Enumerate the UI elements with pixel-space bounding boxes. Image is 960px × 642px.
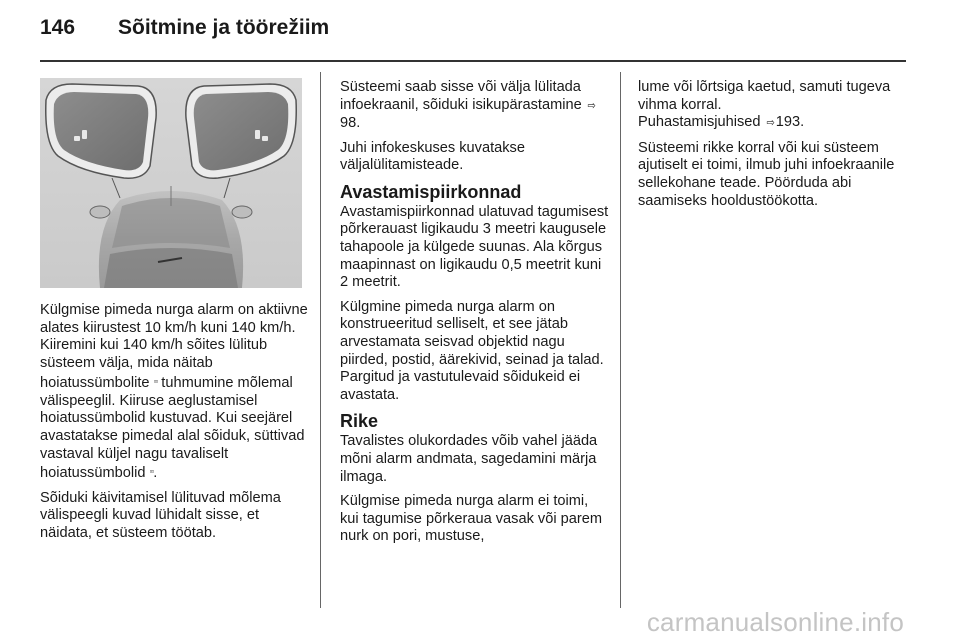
blind-spot-warning-icon: ▫▫ bbox=[153, 376, 158, 386]
column-divider bbox=[320, 72, 321, 608]
column-2 bbox=[340, 79, 610, 552]
paragraph: Külgmine pimeda nurga alarm on konstrueeritud selliselt, et see jätab arvestamata seisvad objektid nagu piirded, postid, äärekivid, seinad ja talad. Pargitud ja vastutulevaid sõidukeid ei avastata. bbox=[340, 298, 604, 404]
header-rule bbox=[40, 60, 906, 62]
side-mirrors-illustration bbox=[40, 78, 302, 288]
column-divider bbox=[620, 72, 621, 608]
paragraph: Sõiduki käivitamisel lülituvad mõlema välispeegli kuvad lühidalt sisse, et näidata, et süsteem töötab. bbox=[40, 489, 281, 541]
blind-spot-warning-icon: ▫▫ bbox=[149, 467, 154, 477]
column-3 bbox=[638, 79, 906, 217]
paragraph: Külgmise pimeda nurga alarm on aktiivne alates kiirustest 10 km/h kuni 140 km/h. Kiiremini kui 140 km/h sõites lülitub süsteem välja, mida näitab hoiatussümbolite ▫▫ tuhmumine mõlemal välispeeglil. Kiiruse aeglustamisel hoiatussümbolid kustuvad. Kui seejärel avastatakse pimedal alal sõiduk, süttivad vastaval küljel nagu tavaliselt hoiatussümbolid ▫▫. bbox=[40, 302, 308, 482]
watermark: carmanualsonline.info bbox=[646, 607, 904, 637]
column-1 bbox=[40, 302, 308, 549]
arrow-right-icon: ⇨ bbox=[587, 99, 596, 112]
page-title: Sõitmine ja töörežiim bbox=[118, 16, 330, 39]
paragraph: lume või lõrtsiga kaetud, samuti tugeva vihma korral. Puhastamisjuhised ⇨193. bbox=[638, 79, 906, 133]
section-heading: Rike bbox=[340, 411, 379, 432]
paragraph: Süsteemi saab sisse või välja lülitada infoekraanil, sõiduki isikupärastamine ⇨98. bbox=[340, 79, 596, 132]
paragraph: Külgmise pimeda nurga alarm ei toimi, kui tagumise põrkeraua vasak või parem nurk on pori, mustuse, bbox=[340, 492, 603, 545]
section-heading: Avastamispiirkonnad bbox=[340, 181, 522, 202]
paragraph: Juhi infokeskuses kuvatakse väljalülitamisteade. bbox=[340, 139, 525, 174]
paragraph: Süsteemi rikke korral või kui süsteem ajutiselt ei toimi, ilmub juhi infoekraanile sellekohane teade. Pöörduda abi saamiseks hooldustöökotta. bbox=[638, 139, 895, 209]
arrow-right-icon: ⇨ bbox=[766, 117, 775, 130]
page-number: 146 bbox=[40, 16, 76, 39]
paragraph: Tavalistes olukordades võib vahel jääda mõni alarm andmata, sagedamini märja ilmaga. bbox=[340, 433, 598, 485]
paragraph: Avastamispiirkonnad ulatuvad tagumisest põrkerauast ligikaudu 3 meetri kaugusele tahapoole ja külgede suunas. Ala kõrgus maapinnast on ligikaudu 0,5 meetrit kuni 2 meetrit. bbox=[340, 203, 609, 291]
